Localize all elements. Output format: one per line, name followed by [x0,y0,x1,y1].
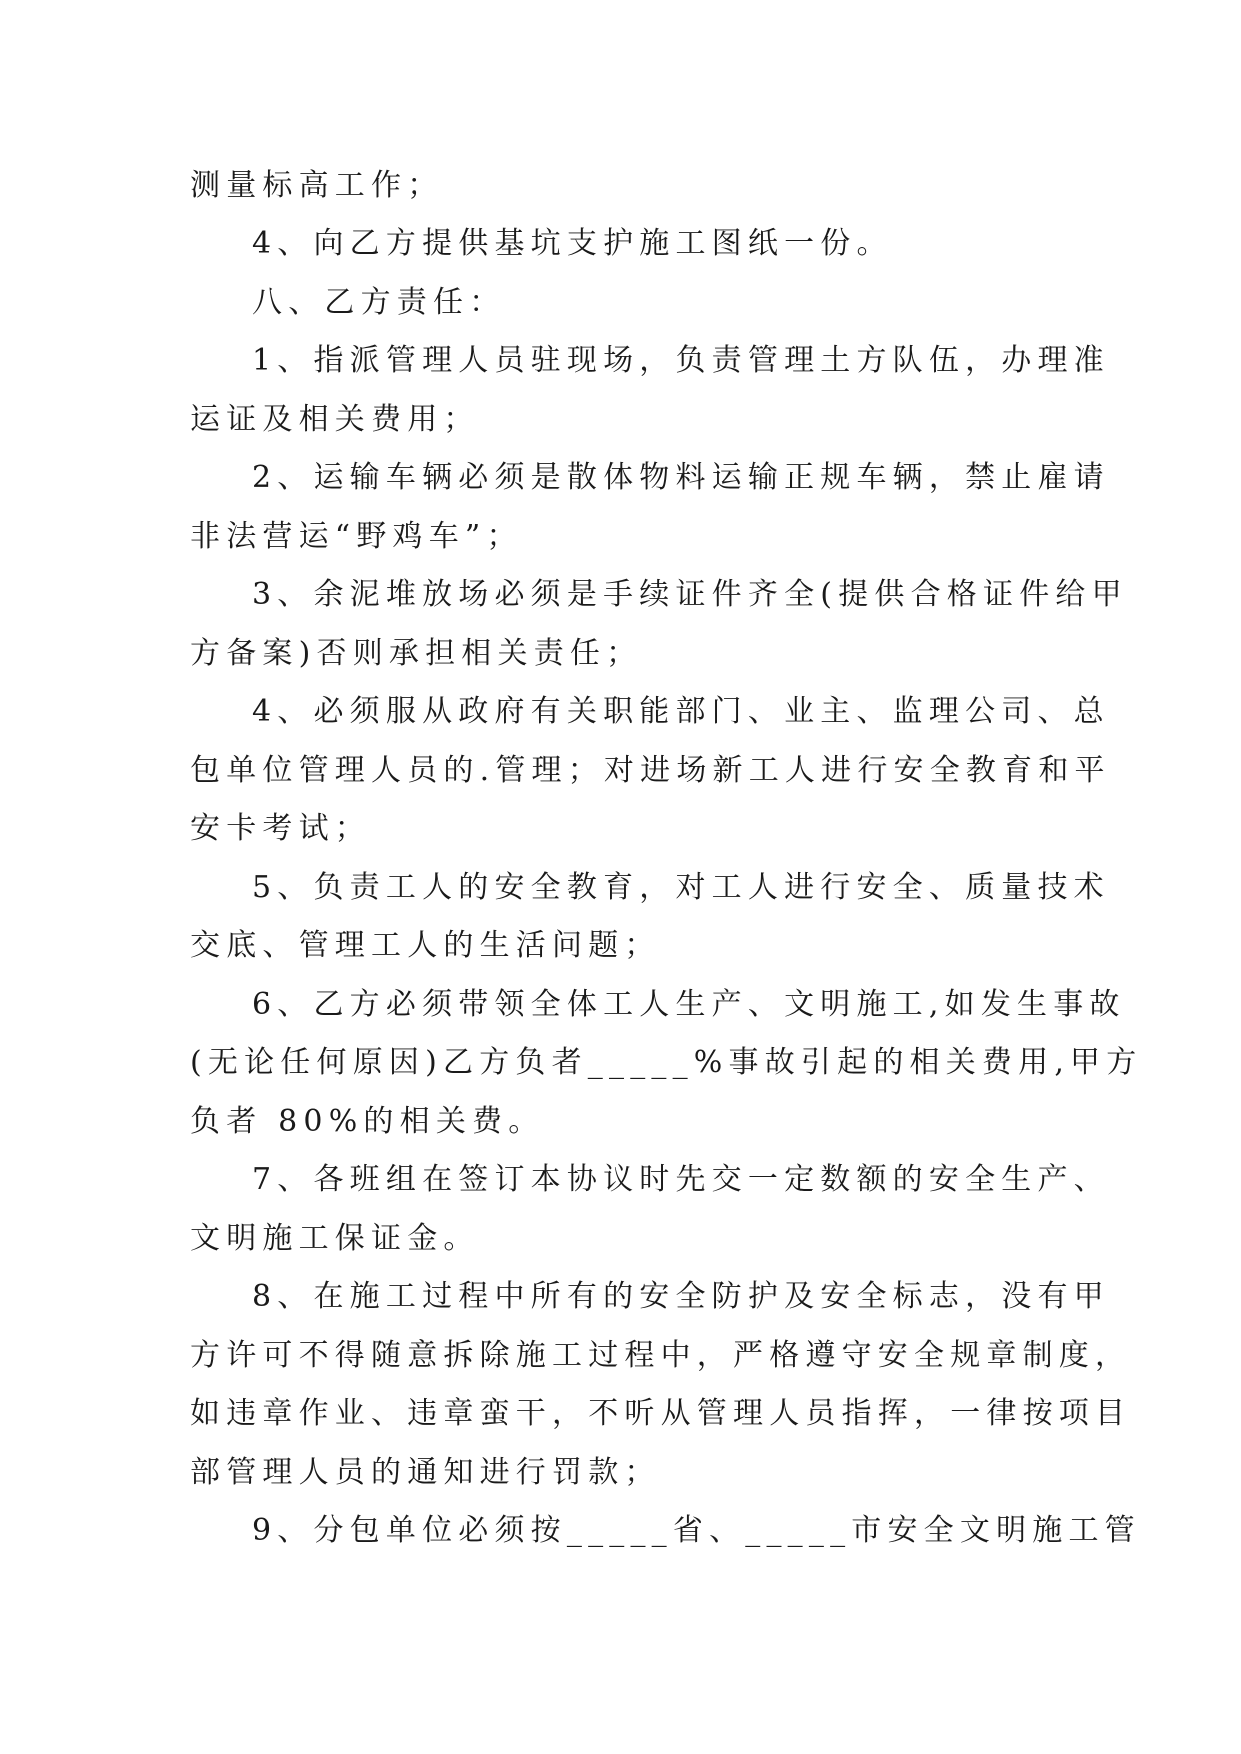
text-line: 如违章作业、违章蛮干，不听从管理人员指挥，一律按项目 [190,1396,1132,1431]
section-heading: 八、乙方责任： [252,285,506,320]
text-line: 文明施工保证金。 [190,1221,480,1256]
text-line: 2、运输车辆必须是散体物料运输正规车辆，禁止雇请 [252,460,1110,495]
text-line: 8、在施工过程中所有的安全防护及安全标志，没有甲 [252,1279,1110,1314]
text-line: 非法营运“野鸡车”； [190,519,523,554]
text-line: (无论任何原因)乙方负者_____%事故引起的相关费用,甲方 [190,1045,1143,1080]
text-line: 6、乙方必须带领全体工人生产、文明施工,如发生事故 [252,987,1126,1022]
text-line: 交底、管理工人的生活问题； [190,928,661,963]
text-line: 7、各班组在签订本协议时先交一定数额的安全生产、 [252,1162,1110,1197]
text-line: 测量标高工作； [190,168,444,203]
text-line: 负者 80%的相关费。 [190,1104,545,1139]
text-line: 4、向乙方提供基坑支护施工图纸一份。 [252,226,893,261]
text-line: 3、余泥堆放场必须是手续证件齐全(提供合格证件给甲 [252,577,1128,612]
text-line: 安卡考试； [190,811,371,846]
text-line: 运证及相关费用； [190,402,480,437]
text-line: 包单位管理人员的.管理；对进场新工人进行安全教育和平 [190,753,1111,788]
text-line: 9、分包单位必须按_____省、_____市安全文明施工管 [252,1513,1141,1548]
text-line: 方许可不得随意拆除施工过程中，严格遵守安全规章制度， [190,1338,1132,1373]
text-line: 4、必须服从政府有关职能部门、业主、监理公司、总 [252,694,1110,729]
text-line: 部管理人员的通知进行罚款； [190,1455,661,1490]
text-line: 1、指派管理人员驻现场，负责管理土方队伍，办理准 [252,343,1110,378]
text-line: 方备案)否则承担相关责任； [190,636,643,671]
text-line: 5、负责工人的安全教育，对工人进行安全、质量技术 [252,870,1110,905]
